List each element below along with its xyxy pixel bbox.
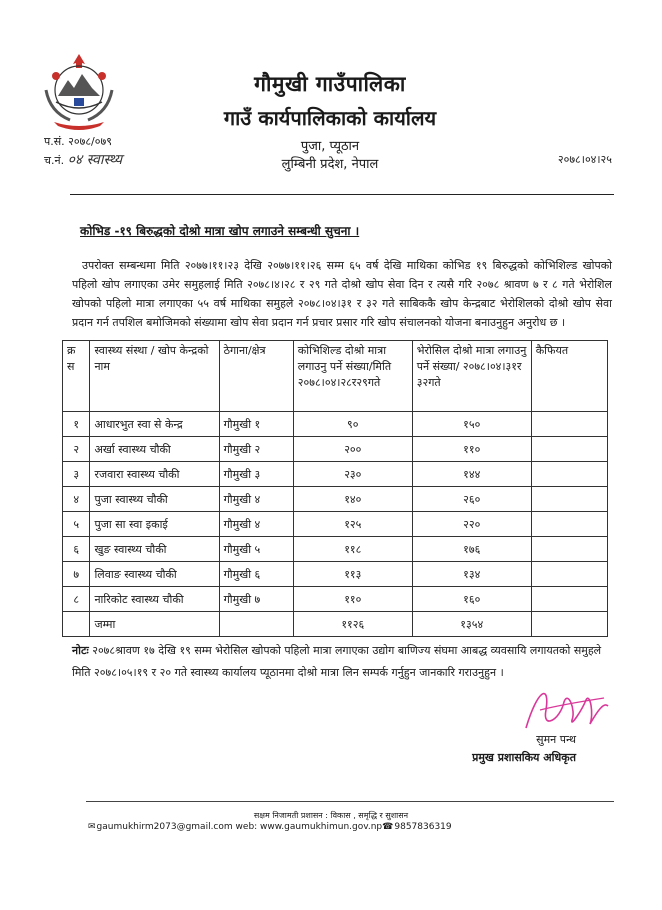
table-row — [63, 487, 608, 512]
header-serial: क्र स — [63, 341, 90, 412]
footer-web[interactable]: web: www.gaumukhimun.gov.np — [235, 822, 383, 832]
body-paragraph: उपरोक्त सम्बन्धमा मिति २०७७।११।२३ देखि २०७७।११।२६ सम्म ६५ वर्ष देखि माथिका कोभिड १९ बिरुद्धको कोभिशिल्ड खोपको पहिलो खोप लगाएका उमेर समुहलाई मिति २०७८।४।२८ र २९ गते दोश्रो खोप सेवा दिन र त्यसै गरि २०७८ श्रावण ७ र ८ गते भेरोशिल खोपको पहिलो मात्रा लगाएका ५५ वर्ष माथिका समुहले २०७८।०४।३१ र ३२ गते साबिककै खोप केन्द्रबाट भेरोशिलको दोश्रो खोप सेवा प्रदान गर्न तपशिल बमोजिमको संख्यामा खोप सेवा प्रदान गर्न प्रचार प्रसार गरि खोप संचालनको योजना बनाउनुहुन अनुरोध छ । — [72, 259, 612, 329]
cell-verocell: ११० — [412, 437, 531, 462]
cell-address: गौमुखी ४ — [219, 487, 293, 512]
cell-remarks — [531, 412, 607, 437]
cell-serial: ३ — [63, 462, 90, 487]
cell-covishield: ११० — [293, 587, 412, 612]
cell-address: गौमुखी ६ — [219, 562, 293, 587]
cell-verocell: १६० — [412, 587, 531, 612]
cell-address: गौमुखी ३ — [219, 462, 293, 487]
note-text: २०७८श्रावण १७ देखि १९ सम्म भेरोसिल खोपको पहिलो मात्रा लगाएका उद्योग बाणिज्य संघमा आबद्ध व्यवसायि लगायतको समुहले मिति २०७८।०५।१९ र २० गते स्वास्थ्य कार्यालय प्यूठानमा दोश्रो मात्रा लिन सम्पर्क गर्नुहुन जानकारि गराउनुहुन । — [72, 644, 602, 679]
subject-line: कोभिड -१९ बिरुद्धको दोश्रो मात्रा खोप लगाउने सम्बन्धी सुचना । — [80, 224, 360, 238]
table-row — [63, 537, 608, 562]
cell-address — [219, 612, 293, 637]
footer-contact — [88, 822, 452, 832]
cell-remarks — [531, 612, 607, 637]
cell-verocell: १७६ — [412, 537, 531, 562]
cell-institution: आधारभुत स्वा से केन्द्र — [90, 412, 219, 437]
cell-covishield: २३० — [293, 462, 412, 487]
signature — [520, 680, 612, 738]
header-divider — [70, 194, 614, 195]
table-row — [63, 412, 608, 437]
phone-icon: ☎ — [382, 822, 394, 832]
cell-covishield: ११३ — [293, 562, 412, 587]
cell-remarks — [531, 487, 607, 512]
cell-covishield: १४० — [293, 487, 412, 512]
table-total-row — [63, 612, 608, 637]
cell-address: गौमुखी ४ — [219, 512, 293, 537]
cell-remarks — [531, 512, 607, 537]
cell-covishield: ९० — [293, 412, 412, 437]
office-address-line1: पुजा, प्यूठान — [300, 139, 360, 154]
table-row — [63, 562, 608, 587]
office-address-line2: लुम्बिनी प्रदेश, नेपाल — [281, 157, 379, 172]
cell-address: गौमुखी १ — [219, 412, 293, 437]
cell-serial — [63, 612, 90, 637]
table-row — [63, 512, 608, 537]
cell-remarks — [531, 537, 607, 562]
cell-remarks — [531, 437, 607, 462]
cell-verocell: १३५४ — [412, 612, 531, 637]
signer-designation: प्रमुख प्रशासकिय अधिकृत — [472, 751, 576, 764]
cell-covishield: ११८ — [293, 537, 412, 562]
cell-institution: पुजा स्वास्थ्य चौकी — [90, 487, 219, 512]
office-unit: गाउँ कार्यपालिकाको कार्यालय — [223, 106, 437, 130]
cell-address: गौमुखी ७ — [219, 587, 293, 612]
cell-covishield: १२५ — [293, 512, 412, 537]
government-emblem-icon — [36, 50, 122, 130]
letter-date: २०७८।०४।२५ — [557, 153, 612, 166]
cell-institution: खुङ स्वास्थ्य चौकी — [90, 537, 219, 562]
footer-divider — [86, 801, 614, 802]
cell-remarks — [531, 562, 607, 587]
cell-institution: पुजा सा स्वा इकाई — [90, 512, 219, 537]
cell-institution: अर्खा स्वास्थ्य चौकी — [90, 437, 219, 462]
cell-covishield: २०० — [293, 437, 412, 462]
note-label: नोटः — [72, 644, 89, 657]
footer-slogan: सक्षम निजामती प्रशासन : विकास , समृद्धि र सुशासन — [253, 811, 409, 820]
cell-serial: २ — [63, 437, 90, 462]
cell-remarks — [531, 462, 607, 487]
dispatch-label: च.नं. — [44, 154, 65, 167]
cell-address: गौमुखी २ — [219, 437, 293, 462]
cell-covishield: ११२६ — [293, 612, 412, 637]
cell-verocell: २२० — [412, 512, 531, 537]
signer-name: सुमन पन्थ — [536, 733, 576, 746]
header-covishield: कोभिशिल्ड दोश्रो मात्रा लगाउनु पर्ने संख्या/मिति २०७८।०४।२८र२९गते — [293, 341, 412, 412]
cell-verocell: २६० — [412, 487, 531, 512]
cell-institution: नारिकोट स्वास्थ्य चौकी — [90, 587, 219, 612]
header-verocell: भेरोसिल दोश्रो मात्रा लगाउनु पर्ने संख्या/ २०७८।०४।३१र ३२गते — [412, 341, 531, 412]
cell-institution: रजवारा स्वास्थ्य चौकी — [90, 462, 219, 487]
cell-institution: लिवाङ स्वास्थ्य चौकी — [90, 562, 219, 587]
cell-serial: ८ — [63, 587, 90, 612]
note-paragraph — [72, 640, 622, 684]
table-row — [63, 587, 608, 612]
cell-serial: ७ — [63, 562, 90, 587]
cell-remarks — [531, 587, 607, 612]
footer-phone: 9857836319 — [394, 822, 452, 832]
vaccination-table — [62, 340, 608, 637]
office-name: गौमुखी गाउँपालिका — [254, 72, 406, 96]
dispatch-value: ०४ स्वास्थ्य — [67, 152, 123, 168]
cell-serial: १ — [63, 412, 90, 437]
cell-serial: ६ — [63, 537, 90, 562]
cell-institution: जम्मा — [90, 612, 219, 637]
header-institution: स्वास्थ्य संस्था / खोप केन्द्रको नाम — [90, 341, 219, 412]
header-address: ठेगाना/क्षेत्र — [219, 341, 293, 412]
cell-verocell: १३४ — [412, 562, 531, 587]
cell-verocell: १५० — [412, 412, 531, 437]
cell-verocell: १४४ — [412, 462, 531, 487]
footer-email[interactable]: gaumukhirm2073@gmail.com — [96, 822, 233, 832]
table-row — [63, 437, 608, 462]
cell-address: गौमुखी ५ — [219, 537, 293, 562]
email-icon: ✉ — [88, 822, 96, 832]
table-row — [63, 462, 608, 487]
cell-serial: ४ — [63, 487, 90, 512]
header-remarks: कैफियत — [531, 341, 607, 412]
cell-serial: ५ — [63, 512, 90, 537]
reference-number: प.सं. २०७८/०७९ — [44, 135, 112, 148]
table-header-row — [63, 341, 608, 412]
dispatch-number — [44, 150, 122, 169]
